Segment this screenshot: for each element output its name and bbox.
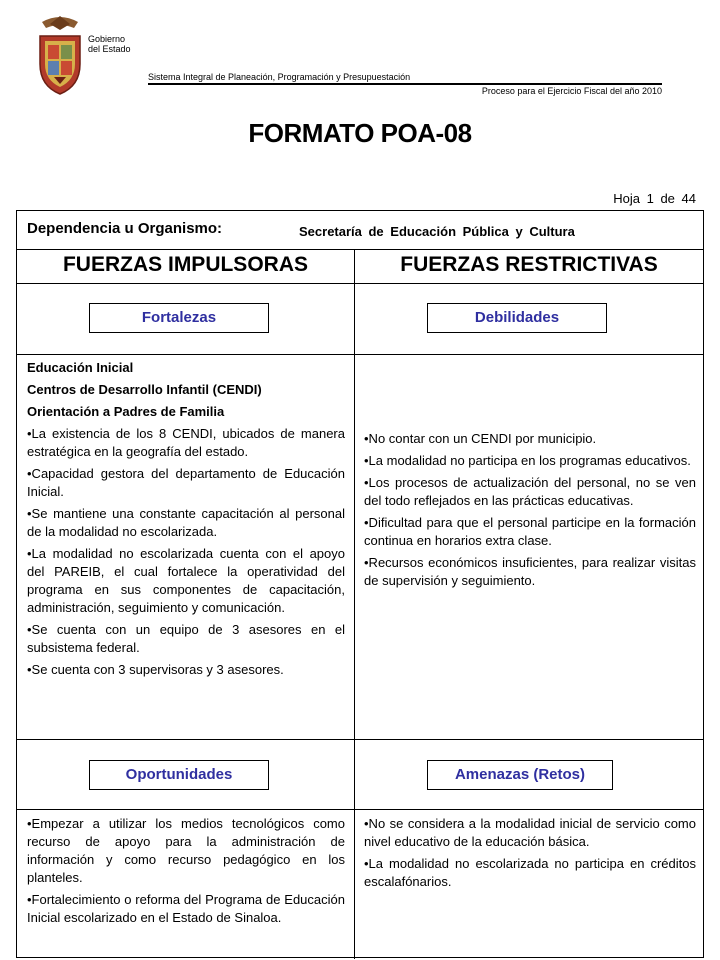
oportunidades-cell bbox=[27, 815, 345, 931]
debilidad-item: •Recursos económicos insuficientes, para realizar visitas de supervisión y seguimiento. bbox=[364, 555, 696, 588]
fortaleza-item: •La modalidad no escolarizada cuenta con el apoyo del PAREIB, el cual fortalece la operatividad del programa en sus componentes de capacitación, administración, seguimiento y comunicación. bbox=[27, 546, 345, 615]
fuerzas-restrictivas-heading: FUERZAS RESTRICTIVAS bbox=[400, 253, 658, 276]
page-title: FORMATO POA-08 bbox=[248, 118, 472, 148]
row-divider bbox=[17, 809, 703, 810]
fortaleza-item: •Se mantiene una constante capacitación al personal de la modalidad no escolarizada. bbox=[27, 506, 345, 539]
process-year: Proceso para el Ejercicio Fiscal del año 2010 bbox=[481, 86, 662, 96]
fuerzas-impulsoras-heading: FUERZAS IMPULSORAS bbox=[62, 253, 308, 276]
fortalezas-cell bbox=[27, 359, 345, 683]
row-divider bbox=[17, 739, 703, 740]
gobierno-line1: Gobierno bbox=[88, 34, 126, 44]
fortaleza-item: •Capacidad gestora del departamento de Educación Inicial. bbox=[27, 466, 345, 499]
dependencia-label: Dependencia u Organismo: bbox=[27, 220, 223, 237]
amenazas-label: Amenazas (Retos) bbox=[427, 760, 613, 790]
oportunidad-item: •Empezar a utilizar los medios tecnológicos como recurso de apoyo para la administración de información y como recurso pedagógico en los planteles. bbox=[27, 816, 345, 885]
row-divider bbox=[17, 283, 703, 284]
debilidad-item: •Dificultad para que el personal participe en la formación continua en horarios extra clase. bbox=[364, 515, 696, 548]
gobierno-line2: del Estado bbox=[88, 44, 131, 54]
row-divider bbox=[17, 354, 703, 355]
oportunidades-label: Oportunidades bbox=[89, 760, 269, 790]
fortaleza-item: •Se cuenta con un equipo de 3 asesores en el subsistema federal. bbox=[27, 622, 345, 655]
fortaleza-item: •Se cuenta con 3 supervisoras y 3 asesores. bbox=[27, 662, 284, 677]
debilidades-label: Debilidades bbox=[427, 303, 607, 333]
debilidad-item: •Los procesos de actualización del personal, no se ven del todo reflejados en las prácticas educativas. bbox=[364, 475, 696, 508]
page-number: Hoja 1 de 44 bbox=[613, 191, 696, 206]
debilidad-item: •No contar con un CENDI por municipio. bbox=[364, 431, 597, 446]
heading-educacion-inicial: Educación Inicial bbox=[27, 360, 134, 375]
debilidades-cell bbox=[364, 430, 696, 594]
poa-table bbox=[16, 210, 704, 958]
amenaza-item: •La modalidad no escolarizada no participa en créditos escalafónarios. bbox=[364, 856, 696, 889]
gobierno-del-estado-label bbox=[88, 34, 131, 54]
amenaza-item: •No se considera a la modalidad inicial de servicio como nivel educativo de la educación básica. bbox=[364, 816, 696, 849]
header-rule bbox=[148, 83, 662, 85]
heading-cendi: Centros de Desarrollo Infantil (CENDI) bbox=[27, 382, 262, 397]
column-divider bbox=[354, 249, 355, 959]
fortaleza-item: •La existencia de los 8 CENDI, ubicados de manera estratégica en la geografía del estado. bbox=[27, 426, 345, 459]
dependencia-value: Secretaría de Educación Pública y Cultura bbox=[299, 224, 575, 239]
fortalezas-label: Fortalezas bbox=[89, 303, 269, 333]
dependencia-row bbox=[17, 211, 703, 250]
amenazas-cell bbox=[364, 815, 696, 895]
heading-orientacion-padres: Orientación a Padres de Familia bbox=[27, 404, 225, 419]
oportunidad-item: •Fortalecimiento o reforma del Programa de Educación Inicial escolarizado en el Estado de Sinaloa. bbox=[27, 892, 345, 925]
system-name: Sistema Integral de Planeación, Programación y Presupuestación bbox=[148, 72, 411, 82]
state-crest-logo bbox=[36, 14, 84, 96]
debilidad-item: •La modalidad no participa en los programas educativos. bbox=[364, 453, 691, 468]
